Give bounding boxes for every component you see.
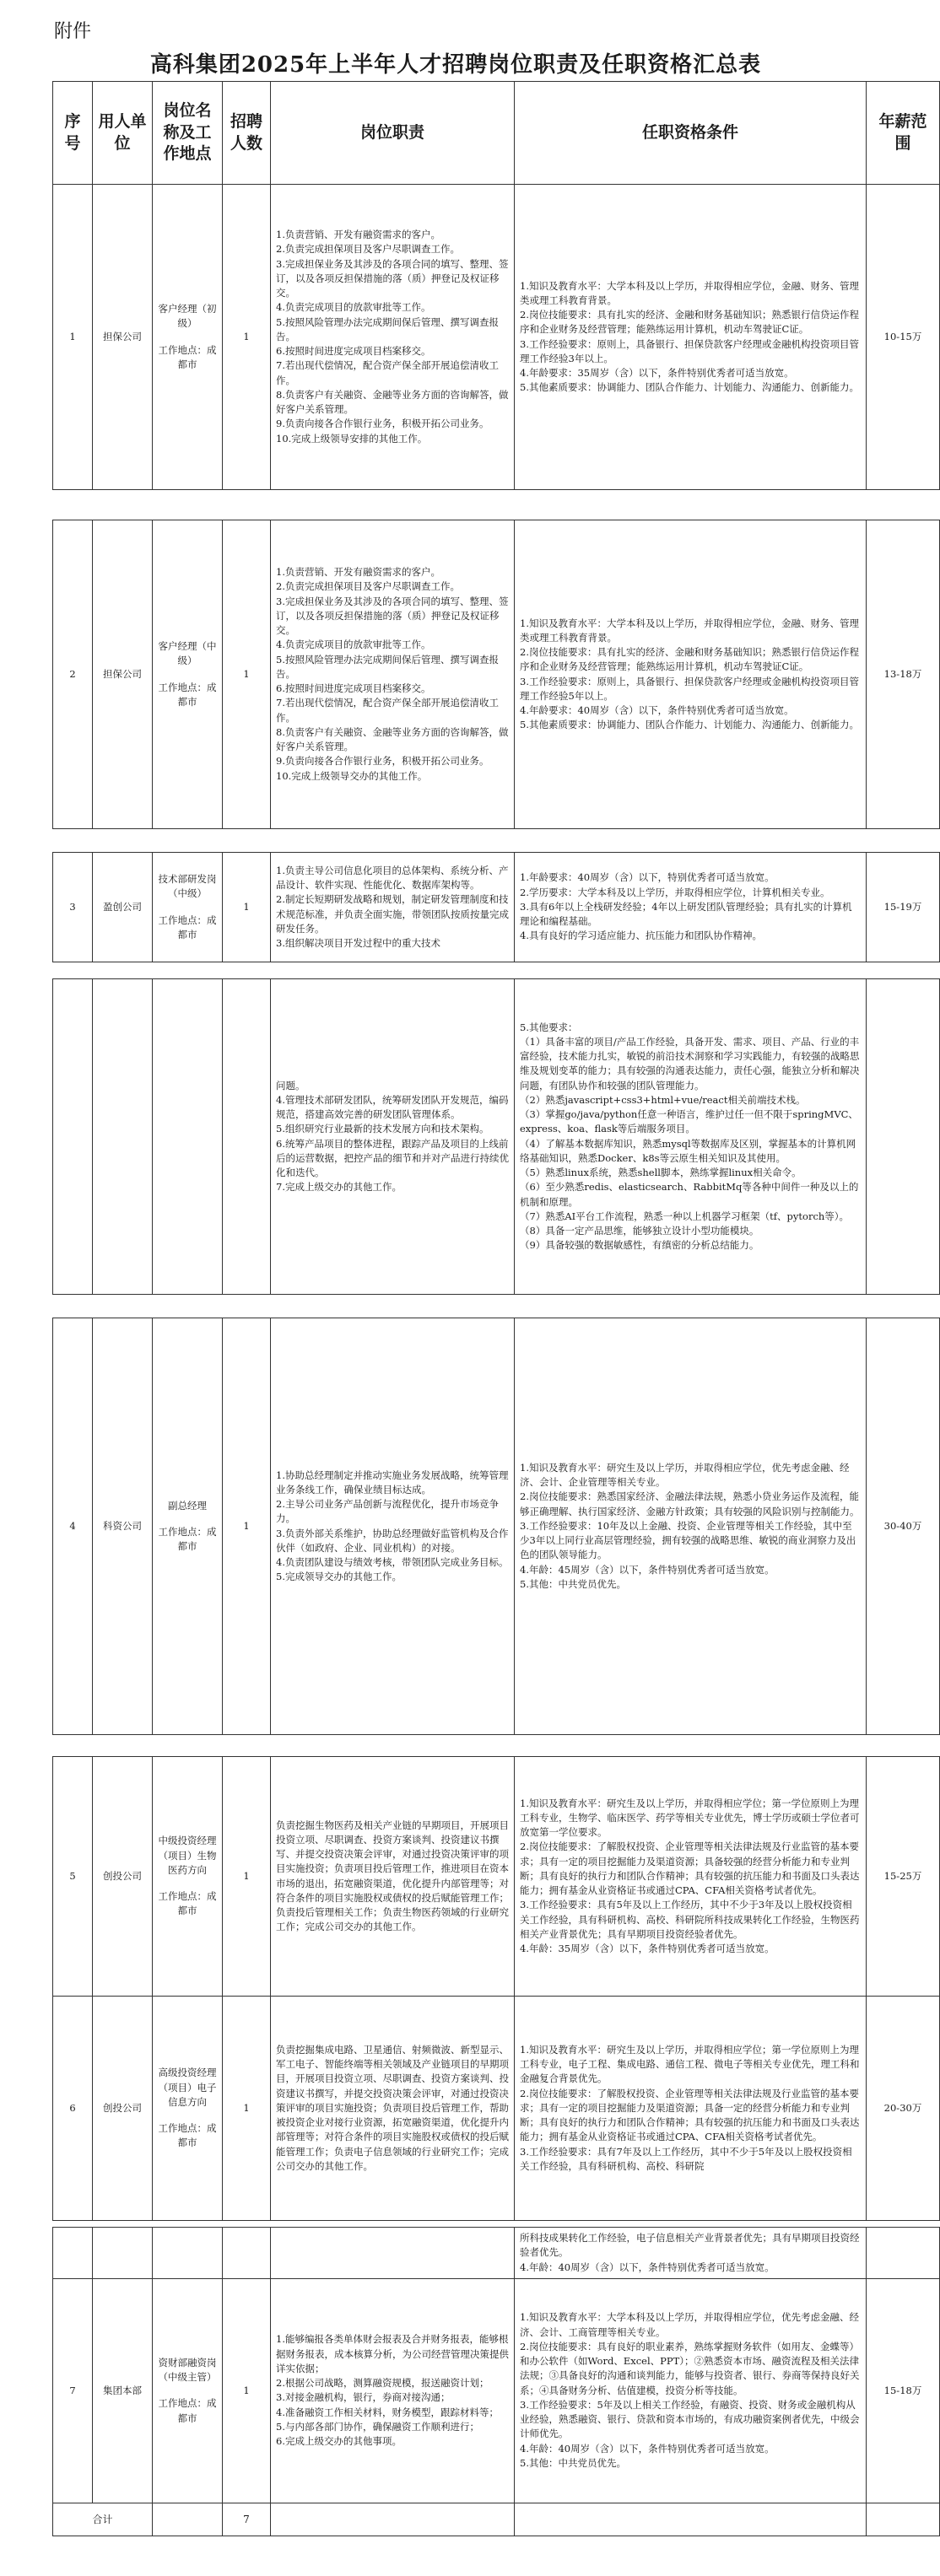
row-no: 6 [53,1997,93,2221]
text-line: 3.完成担保业务及其涉及的各项合同的填写、整理、签订，以及各项反担保措施的落（质）押登记及权证移交。 [276,595,509,637]
text-line: 3.对接金融机构，银行，券商对接沟通； [276,2391,451,2404]
text-line: （4）了解基本数据库知识，熟悉mysql等数据库及区别，掌握基本的计算机网络基础知识，熟悉Docker、k8s等云原生相关知识及其使用。 [520,1137,856,1164]
position-title: 中级投资经理（项目）生物医药方向 [158,1835,217,1876]
text-line: 1.协助总经理制定并推动实施业务发展战略，统筹管理业务条线工作，确保业绩目标达成。 [276,1469,509,1495]
text-line: 6.按照时间进度完成项目档案移交。 [276,682,431,695]
text-line: 5.按照风险管理办法完成期间保后管理、撰写调查报告。 [276,653,499,680]
row-quals [515,979,867,1295]
text-line: 4.负责完成项目的放款审批等工作。 [276,301,431,314]
row-position [153,853,223,962]
header-quals: 任职资格条件 [515,82,867,185]
text-line: 2.负责完成担保项目及客户尽职调查工作。 [276,580,460,593]
text-line: 2.岗位技能要求：了解股权投资、企业管理等相关法律法规及行业监管的基本要求；具有一定的项目挖掘能力及渠道资源；具备一定的经营分析能力和专业判断；具有良好的执行力和团队合作精神；具有较强的抗压能力和书面及口头表达能力；拥有基金从业资格证书或通过CPA、CFA相关资格考试者优先。 [520,2087,860,2143]
position-title: 高级投资经理（项目）电子信息方向 [158,2067,217,2108]
position-title: 客户经理（初级） [158,303,217,330]
text-line: 1.知识及教育水平：大学本科及以上学历，并取得相应学位，金融、财务、管理类或理工科教育背景。 [520,617,859,644]
text-line: （3）掌握go/java/python任意一种语言，维护过任一但不限于springMVC、express、koa、flask等后端服务项目。 [520,1108,858,1135]
header-no: 序号 [53,82,93,185]
text-line: 2.岗位技能要求：熟悉国家经济、金融法律法规，熟悉小贷业务运作及流程，能够正确理解、执行国家经济、金融方针政策；具有较强的风险识别与控制能力。 [520,1490,860,1517]
row-count: 1 [223,185,271,490]
text-line: 2.岗位技能要求：具有扎实的经济、金融和财务基础知识；熟悉银行信贷运作程序和企业财务及经营管理；能熟练运用计算机，机动车驾驶证C证。 [520,646,859,673]
row-no: 5 [53,1757,93,1997]
row-position [153,1757,223,1997]
total-label: 合计 [53,2503,153,2536]
text-line: 1.知识及教育水平：研究生及以上学历，并取得相应学位；第一学位原则上为理工科专业，电子工程、集成电路、通信工程、微电子等相关专业优先，理工科和金融复合背景优先。 [520,2043,860,2085]
row-salary: 10-15万 [867,185,940,490]
row-position [153,1997,223,2221]
text-line: 2.制定长短期研发战略和规划，制定研发管理制度和技术规范标准，并负责全面实施，带领团队按质按量完成研发任务。 [276,893,509,935]
row-unit: 盈创公司 [93,853,153,962]
page-title: 高科集团2025年上半年人才招聘岗位职责及任职资格汇总表 [149,52,762,78]
workplace: 工作地点：成都市 [158,1890,217,1917]
text-line: 4.年龄：45周岁（含）以下，条件特别优秀者可适当放宽。 [520,1563,775,1576]
row-quals [515,520,867,829]
row-duties [271,2278,515,2503]
text-line: 10.完成上级领导安排的其他工作。 [276,432,428,445]
text-line: 2.岗位技能要求：具有扎实的经济、金融和财务基础知识；熟悉银行信贷运作程序和企业财务及经营管理；能熟练运用计算机，机动车驾驶证C证。 [520,309,859,336]
text-line: 4.年龄：40周岁（含）以下，条件特别优秀者可适当放宽。 [520,2442,775,2455]
text-line: 4.准备融资工作相关材料，财务模型，跟踪材料等； [276,2406,499,2418]
text-line: 4.具有良好的学习适应能力、抗压能力和团队协作精神。 [520,930,762,942]
row-count: 1 [223,1757,271,1997]
text-line: 2.主导公司业务产品创新与流程优化，提升市场竞争力。 [276,1498,499,1525]
text-line: 7.完成上级交办的其他工作。 [276,1181,402,1194]
workplace: 工作地点：成都市 [158,913,217,940]
text-line: 1.能够编报各类单体财会报表及合并财务报表，能够根据财务报表，成本核算分析，为公司经营管理决策提供详实依据； [276,2333,509,2374]
text-line: （6）至少熟悉redis、elasticsearch、RabbitMq等各种中间件一种及以上的机制和原理。 [520,1181,859,1208]
text-line: 5.其他：中共党员优先。 [520,2456,626,2469]
row-salary: 13-18万 [867,520,940,829]
text-line: 9.负责向接各合作银行业务，积极开拓公司业务。 [276,418,489,430]
text-line: 2.岗位技能要求：了解股权投资、企业管理等相关法律法规及行业监管的基本要求；具有一定的项目挖掘能力及渠道资源；具备较强的经营分析能力和专业判断；具有良好的执行力和团队合作精神；具有较强的抗压能力和书面及口头表达能力；拥有基金从业资格证书或通过CPA、CFA相关资格考试者优先。 [520,1840,860,1897]
text-line: 负责挖掘集成电路、卫星通信、射频微波、新型显示、军工电子、智能终端等相关领域及产业链项目的早期项目，开展项目投资立项、尽职调查、投资方案谈判、投资建议书撰写，并提交投资决策会评审，对通过投资决策评审的项目实施投资；负责项目投后管理工作，帮助被投资企业对接行业资源，拓宽融资渠道，优化提升内部管理等；对符合条件的项目实施股权或债权的投后赋能管理工作；负责电子信息领域的行业研究工作；完成公司交办的其他工作。 [276,2043,509,2172]
text-line: 2.根据公司战略，测算融资规模，报送融资计划； [276,2377,489,2389]
text-line: 3.完成担保业务及其涉及的各项合同的填写、整理、签订，以及各项反担保措施的落（质）押登记及权证移交。 [276,257,509,299]
text-line: 4.负责完成项目的放款审批等工作。 [276,639,431,651]
workplace: 工作地点：成都市 [158,2397,217,2424]
text-line: 10.完成上级领导交办的其他工作。 [276,769,428,782]
row-count: 1 [223,2278,271,2503]
row-count: 1 [223,520,271,829]
table-row [53,1318,940,1735]
row-salary: 20-30万 [867,1997,940,2221]
row-quals [515,185,867,490]
row-duties [271,853,515,962]
text-line: 4.年龄：40周岁（含）以下，条件特别优秀者可适当放宽。 [520,2261,775,2273]
row-position [153,185,223,490]
text-line: 3.具有6年以上全栈研发经验；4年以上研发团队管理经验；具有扎实的计算机理论和编程基础。 [520,900,852,928]
text-line: 5.其他素质要求：协调能力、团队合作能力、计划能力、沟通能力、创新能力。 [520,381,859,394]
row-unit: 担保公司 [93,520,153,829]
text-line: 1.负责主导公司信息化项目的总体架构、系统分析、产品设计、软件实现、性能优化、数据库架构等。 [276,864,509,891]
row-quals [515,2278,867,2503]
row-quals [515,1318,867,1735]
text-line: （2）熟悉javascript+css3+html+vue/react相关前端技术栈。 [520,1093,806,1106]
position-title: 客户经理（中级） [158,640,217,667]
position-title: 技术部研发岗（中级） [158,873,217,900]
row-no: 1 [53,185,93,490]
workplace: 工作地点：成都市 [158,343,217,370]
row-duties [271,1318,515,1735]
table-header-row [53,82,940,185]
text-line: 7.若出现代偿情况，配合资产保全部开展追偿清收工作。 [276,697,499,724]
text-line: 5.与内部各部门协作，确保融资工作顺利进行； [276,2420,479,2433]
table-row-continued [53,979,940,1295]
recruitment-table-page-2 [52,520,940,829]
table-row [53,1997,940,2221]
text-line: 9.负责向接各合作银行业务，积极开拓公司业务。 [276,755,489,768]
text-line: 3.工作经验要求：原则上，具备银行、担保贷款客户经理或金融机构投资项目管理工作经验3年以上。 [520,337,859,364]
row-unit: 担保公司 [93,185,153,490]
row-no: 2 [53,520,93,829]
text-line: 6.统筹产品项目的整体进程，跟踪产品及项目的上线前后的运营数据，把控产品的细节和并对产品进行持续优化和迭代。 [276,1137,509,1178]
row-quals [515,1757,867,1997]
row-position [153,1318,223,1735]
text-line: 3.负责外部关系维护，协助总经理做好监管机构及合作伙伴（如政府、企业、同业机构）的对接。 [276,1527,509,1554]
text-line: 6.按照时间进度完成项目档案移交。 [276,345,431,358]
row-count: 1 [223,853,271,962]
position-title: 副总经理 [168,1499,207,1512]
table-row-continued [53,2228,940,2279]
position-title: 资财部融资岗（中级主管） [158,2356,217,2383]
text-line: 5.完成领导交办的其他工作。 [276,1571,402,1583]
text-line: 3.工作经验要求：原则上，具备银行、担保贷款客户经理或金融机构投资项目管理工作经验5年以上。 [520,675,859,702]
text-line: 3.工作经验要求：具有5年及以上工作经历，其中不少于3年及以上股权投资相关工作经验，具有科研机构、高校、科研院所科技成果转化工作经验，生物医药相关产业背景优先；具有早期项目投资经验者优先。 [520,1899,860,1940]
text-line: （8）具备一定产品思维，能够独立设计小型功能模块。 [520,1225,759,1237]
text-line: 所科技成果转化工作经验，电子信息相关产业背景者优先；具有早期项目投资经验者优先。 [520,2232,860,2259]
row-salary: 15-25万 [867,1757,940,1997]
row-quals [515,1997,867,2221]
text-line: 5.其他：中共党员优先。 [520,1577,626,1590]
table-row [53,520,940,829]
row-unit: 创投公司 [93,1757,153,1997]
row-duties [271,979,515,1295]
text-line: 4.年龄：35周岁（含）以下，条件特别优秀者可适当放宽。 [520,1943,775,1955]
row-duties [271,520,515,829]
text-line: 3.组织解决项目开发过程中的重大技术 [276,937,440,949]
row-duties [271,1757,515,1997]
text-line: 4.负责团队建设与绩效考核，带领团队完成业务目标。 [276,1556,509,1568]
text-line: 5.按照风险管理办法完成期间保后管理、撰写调查报告。 [276,315,499,342]
row-unit: 集团本部 [93,2278,153,2503]
total-row [53,2503,940,2536]
text-line: （9）具备较强的数据敏感性，有缜密的分析总结能力。 [520,1239,759,1252]
text-line: 3.工作经验要求：10年及以上金融、投资、企业管理等相关工作经验，其中至少3年以上同行业高层管理经验，拥有较强的战略思维、敏锐的商业洞察力及出色的团队领导能力。 [520,1519,856,1561]
row-unit: 创投公司 [93,1997,153,2221]
text-line: 1.知识及教育水平：大学本科及以上学历，并取得相应学位，优先考虑金融、经济、会计、工商管理等相关专业。 [520,2311,859,2338]
text-line: 2.负责完成担保项目及客户尽职调查工作。 [276,243,460,256]
row-position [153,520,223,829]
header-unit: 用人单位 [93,82,153,185]
row-count: 1 [223,1318,271,1735]
text-line: （1）具备丰富的项目/产品工作经验，具备开发、需求、项目、产品、行业的丰富经验，技术能力扎实，敏锐的前沿技术洞察和学习实践能力，有较强的战略思维及规划变革的能力；具有较强的沟通表达能力，责任心强，能独立分析和解决问题，有团队协作和较强的团队管理能力。 [520,1035,860,1091]
header-position: 岗位名称及工作地点 [153,82,223,185]
recruitment-table-page-5 [52,1318,940,1735]
text-line: 4.管理技术部研发团队，统筹研发团队开发规范，编码规范，搭建高效完善的研发团队管理体系。 [276,1093,509,1120]
text-line: 2.岗位技能要求：具有良好的职业素养，熟练掌握财务软件（如用友、金蝶等）和办公软件（如Word、Excel、PPT）；②熟悉资本市场、融资流程及相关法律法规；③具备良好的沟通和谈判能力，能够与投资者、银行、券商等保持良好关系；④具备财务分析、估值建模，投资分析等技能。 [520,2340,860,2396]
text-line: 5.其他要求： [520,1021,578,1033]
total-count: 7 [223,2503,271,2536]
row-salary: 15-19万 [867,853,940,962]
row-duties [271,185,515,490]
text-line: 7.若出现代偿情况，配合资产保全部开展追偿清收工作。 [276,359,499,386]
row-salary: 15-18万 [867,2278,940,2503]
workplace: 工作地点：成都市 [158,681,217,708]
header-duties: 岗位职责 [271,82,515,185]
recruitment-table-page-7 [52,2227,940,2536]
row-no: 3 [53,853,93,962]
text-line: 5.组织研究行业最新的技术发展方向和技术架构。 [276,1123,489,1135]
table-row [53,853,940,962]
text-line: 5.其他素质要求：协调能力、团队合作能力、计划能力、沟通能力、创新能力。 [520,719,859,731]
row-quals [515,2228,867,2279]
row-quals [515,853,867,962]
table-row [53,1757,940,1997]
text-line: 1.负责营销、开发有融资需求的客户。 [276,566,440,579]
text-line: 8.负责客户有关融资、金融等业务方面的咨询解答，做好客户关系管理。 [276,388,509,416]
recruitment-table-page-4 [52,978,940,1295]
text-line: 4.年龄要求：40周岁（含）以下，条件特别优秀者可适当放宽。 [520,704,794,716]
recruitment-table-page-6 [52,1756,940,2221]
workplace: 工作地点：成都市 [158,1525,217,1553]
text-line: 4.年龄要求：35周岁（含）以下，条件特别优秀者可适当放宽。 [520,367,794,379]
text-line: 1.知识及教育水平：研究生及以上学历，并取得相应学位，优先考虑金融、经济、会计、企业管理等相关专业。 [520,1461,850,1489]
recruitment-table-page-3 [52,852,940,962]
text-line: 1.年龄要求：40周岁（含）以下，特别优秀者可适当放宽。 [520,871,775,884]
text-line: 2.学历要求：大学本科及以上学历，并取得相应学位，计算机相关专业。 [520,886,830,898]
workplace: 工作地点：成都市 [158,2122,217,2149]
row-duties [271,1997,515,2221]
row-no: 7 [53,2278,93,2503]
text-line: 6.完成上级交办的其他事项。 [276,2435,402,2447]
text-line: 负责挖掘生物医药及相关产业链的早期项目，开展项目投资立项、尽职调查、投资方案谈判、投资建议书撰写、并提交投资决策会评审，对通过投资决策评审的项目实施投资；负责项目投后管理工作，推进项目在资本市场的退出，拓宽融资渠道，优化提升内部管理等；对符合条件的项目实施股权或债权的投后赋能管理工作；负责投后管理相关工作；负责生物医药领域的行业研究工作；完成公司交办的其他工作。 [276,1819,509,1933]
row-salary: 30-40万 [867,1318,940,1735]
text-line: 1.负责营销、开发有融资需求的客户。 [276,229,440,241]
row-unit: 科资公司 [93,1318,153,1735]
text-line: （5）熟悉linux系统，熟悉shell脚本，熟练掌握linux相关命令。 [520,1167,802,1178]
row-no: 4 [53,1318,93,1735]
text-line: 3.工作经验要求：5年及以上相关工作经验，有融资、投资、财务或金融机构从业经验，熟悉融资、银行、贷款和资本市场的，有成功融资案例者优先，中级会计师优先。 [520,2398,860,2440]
text-line: 3.工作经验要求：具有7年及以上工作经历，其中不少于5年及以上股权投资相关工作经验，具有科研机构、高校、科研院 [520,2145,852,2172]
text-line: （7）熟悉AI平台工作流程，熟悉一种以上机器学习框架（tf、pytorch等）。 [520,1210,850,1222]
header-count: 招聘人数 [223,82,271,185]
table-row [53,185,940,490]
table-row [53,2278,940,2503]
attachment-label: 附件 [54,21,92,42]
recruitment-table-page-1 [52,81,940,490]
text-line: 8.负责客户有关融资、金融等业务方面的咨询解答，做好客户关系管理。 [276,725,509,753]
row-count: 1 [223,1997,271,2221]
header-salary: 年薪范围 [867,82,940,185]
text-line: 问题。 [276,1079,305,1091]
text-line: 1.知识及教育水平：研究生及以上学历，并取得相应学位；第一学位原则上为理工科专业，生物学、临床医学、药学等相关专业优先，博士学历或硕士学位者可放宽第一学位要求。 [520,1797,860,1839]
row-position [153,2278,223,2503]
text-line: 1.知识及教育水平：大学本科及以上学历，并取得相应学位，金融、财务、管理类或理工科教育背景。 [520,279,859,306]
